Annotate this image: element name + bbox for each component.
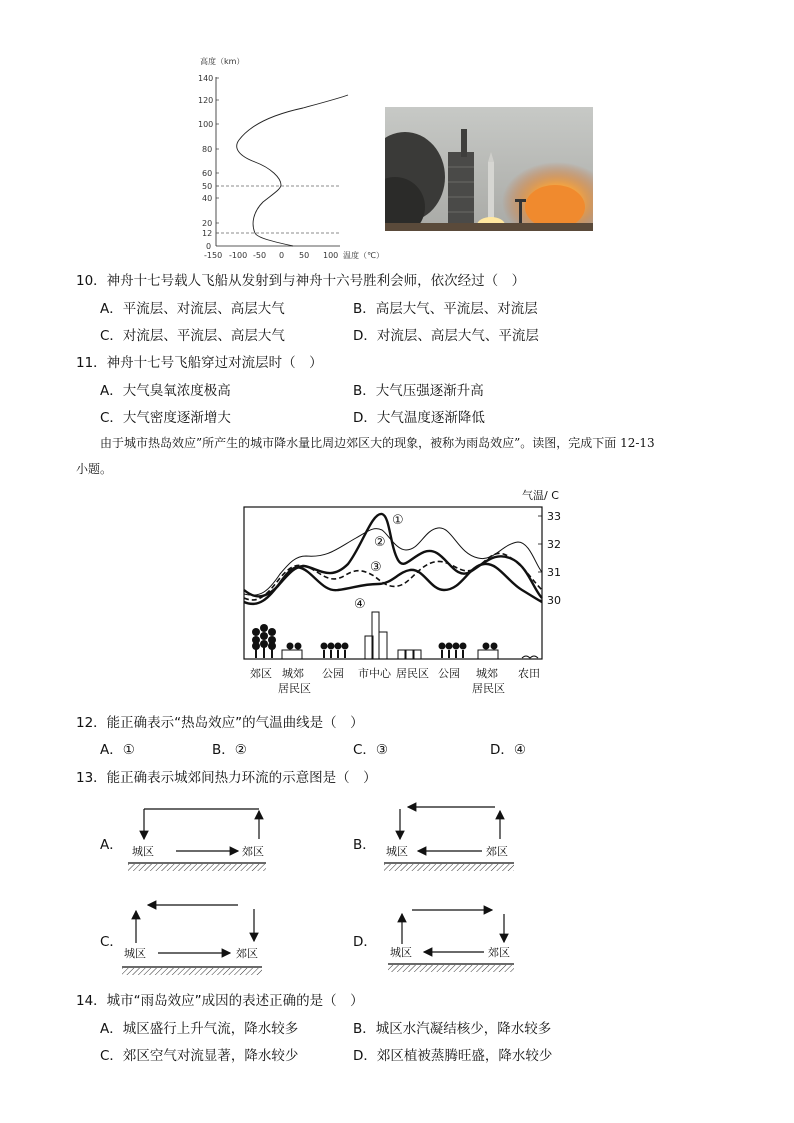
atmo-ylabel: 高度（km） <box>200 57 245 66</box>
q11-option-c[interactable]: C．大气密度逐渐增大 <box>100 410 231 426</box>
svg-text:-150: -150 <box>204 251 223 260</box>
q11-option-a[interactable]: A．大气臭氧浓度极高 <box>100 383 231 399</box>
zone-labels <box>250 666 540 695</box>
farmland <box>522 656 538 658</box>
svg-text:80: 80 <box>202 145 213 154</box>
svg-text:②: ② <box>374 535 386 550</box>
svg-text:32: 32 <box>547 538 561 551</box>
svg-text:城郊: 城郊 <box>476 667 498 680</box>
svg-text:郊区: 郊区 <box>236 947 258 960</box>
svg-text:③: ③ <box>370 560 382 575</box>
svg-text:12: 12 <box>202 229 213 238</box>
svg-text:郊区: 郊区 <box>488 946 510 959</box>
park-1 <box>321 643 349 659</box>
q12-stem: 12．能正确表示“热岛效应”的气温曲线是（ ） <box>76 715 364 731</box>
svg-text:居民区: 居民区 <box>278 682 311 695</box>
q12-option-b[interactable]: B．② <box>212 742 247 758</box>
svg-text:居民区: 居民区 <box>472 682 505 695</box>
residential-buildings <box>398 650 421 659</box>
svg-text:40: 40 <box>202 194 213 203</box>
rocket-launch-photo <box>385 107 593 231</box>
circulation-diagram-b <box>380 795 530 877</box>
svg-text:④: ④ <box>354 597 366 612</box>
atmo-xticks <box>204 251 338 260</box>
q13-option-c[interactable]: C． <box>100 934 123 950</box>
svg-text:0: 0 <box>206 242 212 251</box>
svg-text:33: 33 <box>547 510 561 523</box>
q12-option-c[interactable]: C．③ <box>353 742 389 758</box>
svg-text:60: 60 <box>202 169 213 178</box>
svg-text:郊区: 郊区 <box>242 845 264 858</box>
q14-stem: 14．城市“雨岛效应”成因的表述正确的是（ ） <box>76 993 364 1009</box>
svg-text:100: 100 <box>198 120 214 129</box>
q14-option-d[interactable]: D．郊区植被蒸腾旺盛，降水较少 <box>353 1048 553 1064</box>
q10-option-d[interactable]: D．对流层、高层大气、平流层 <box>353 328 539 344</box>
temperature-curve <box>237 95 348 246</box>
city-center-buildings <box>365 612 387 659</box>
q14-option-c[interactable]: C．郊区空气对流显著，降水较少 <box>100 1048 299 1064</box>
park-2 <box>439 643 467 659</box>
atmo-yticks <box>198 74 213 251</box>
svg-text:郊区: 郊区 <box>486 845 508 858</box>
svg-text:①: ① <box>392 513 404 528</box>
q14-option-a[interactable]: A．城区盛行上升气流，降水较多 <box>100 1021 299 1037</box>
q10-option-a[interactable]: A．平流层、对流层、高层大气 <box>100 301 285 317</box>
svg-text:城区: 城区 <box>386 845 408 858</box>
circulation-diagram-d <box>384 900 524 980</box>
svg-text:郊区: 郊区 <box>250 667 272 680</box>
temp-yticks <box>547 510 561 607</box>
intro-line-2: 小题。 <box>76 462 113 476</box>
q11-option-b[interactable]: B．大气压强逐渐升高 <box>353 383 484 399</box>
atmo-xlabel: 温度（℃） <box>343 251 384 260</box>
svg-text:城区: 城区 <box>390 946 412 959</box>
q12-option-a[interactable]: A．① <box>100 742 135 758</box>
svg-text:100: 100 <box>323 251 339 260</box>
svg-text:50: 50 <box>299 251 310 260</box>
svg-text:0: 0 <box>279 251 285 260</box>
q12-option-d[interactable]: D．④ <box>490 742 526 758</box>
q10-option-c[interactable]: C．对流层、平流层、高层大气 <box>100 328 285 344</box>
q13-option-d[interactable]: D． <box>353 934 377 950</box>
q10-stem: 10．神舟十七号载人飞船从发射到与神舟十六号胜利会师，依次经过（ ） <box>76 273 526 289</box>
suburb-residential-2 <box>478 643 498 659</box>
svg-text:城区: 城区 <box>124 947 146 960</box>
suburb-residential-1 <box>282 643 302 659</box>
circulation-diagram-a <box>124 795 274 877</box>
temp-ylabel: 气温/ C <box>522 489 559 502</box>
atmosphere-profile-chart <box>195 52 385 262</box>
q11-stem: 11．神舟十七号飞船穿过对流层时（ ） <box>76 355 323 371</box>
curve-3 <box>244 553 542 600</box>
circulation-diagram-c <box>118 893 268 979</box>
suburb-trees <box>252 624 276 658</box>
svg-text:居民区: 居民区 <box>396 667 429 680</box>
svg-text:140: 140 <box>198 74 214 83</box>
q13-option-a[interactable]: A． <box>100 837 123 853</box>
q11-option-d[interactable]: D．大气温度逐渐降低 <box>353 410 485 426</box>
svg-text:120: 120 <box>198 96 214 105</box>
svg-text:50: 50 <box>202 182 213 191</box>
svg-text:公园: 公园 <box>322 667 344 680</box>
svg-text:市中心: 市中心 <box>358 667 391 680</box>
svg-text:30: 30 <box>547 594 561 607</box>
curve-labels <box>354 513 404 612</box>
q14-option-b[interactable]: B．城区水汽凝结核少，降水较多 <box>353 1021 552 1037</box>
svg-text:农田: 农田 <box>518 667 540 680</box>
svg-text:城区: 城区 <box>132 845 154 858</box>
svg-text:20: 20 <box>202 219 213 228</box>
q13-option-b[interactable]: B． <box>353 837 376 853</box>
svg-text:31: 31 <box>547 566 561 579</box>
svg-text:-50: -50 <box>253 251 267 260</box>
q10-option-b[interactable]: B．高层大气、平流层、对流层 <box>353 301 538 317</box>
svg-text:城郊: 城郊 <box>282 667 304 680</box>
urban-temperature-chart <box>238 486 578 700</box>
svg-text:公园: 公园 <box>438 667 460 680</box>
svg-text:-100: -100 <box>229 251 248 260</box>
curve-1 <box>244 528 542 595</box>
intro-line-1: 由于城市热岛效应”所产生的城市降水量比周边郊区大的现象，被称为雨岛效应”。读图，完成下面 12-13 <box>100 436 655 450</box>
q13-stem: 13．能正确表示城郊间热力环流的示意图是（ ） <box>76 770 377 786</box>
